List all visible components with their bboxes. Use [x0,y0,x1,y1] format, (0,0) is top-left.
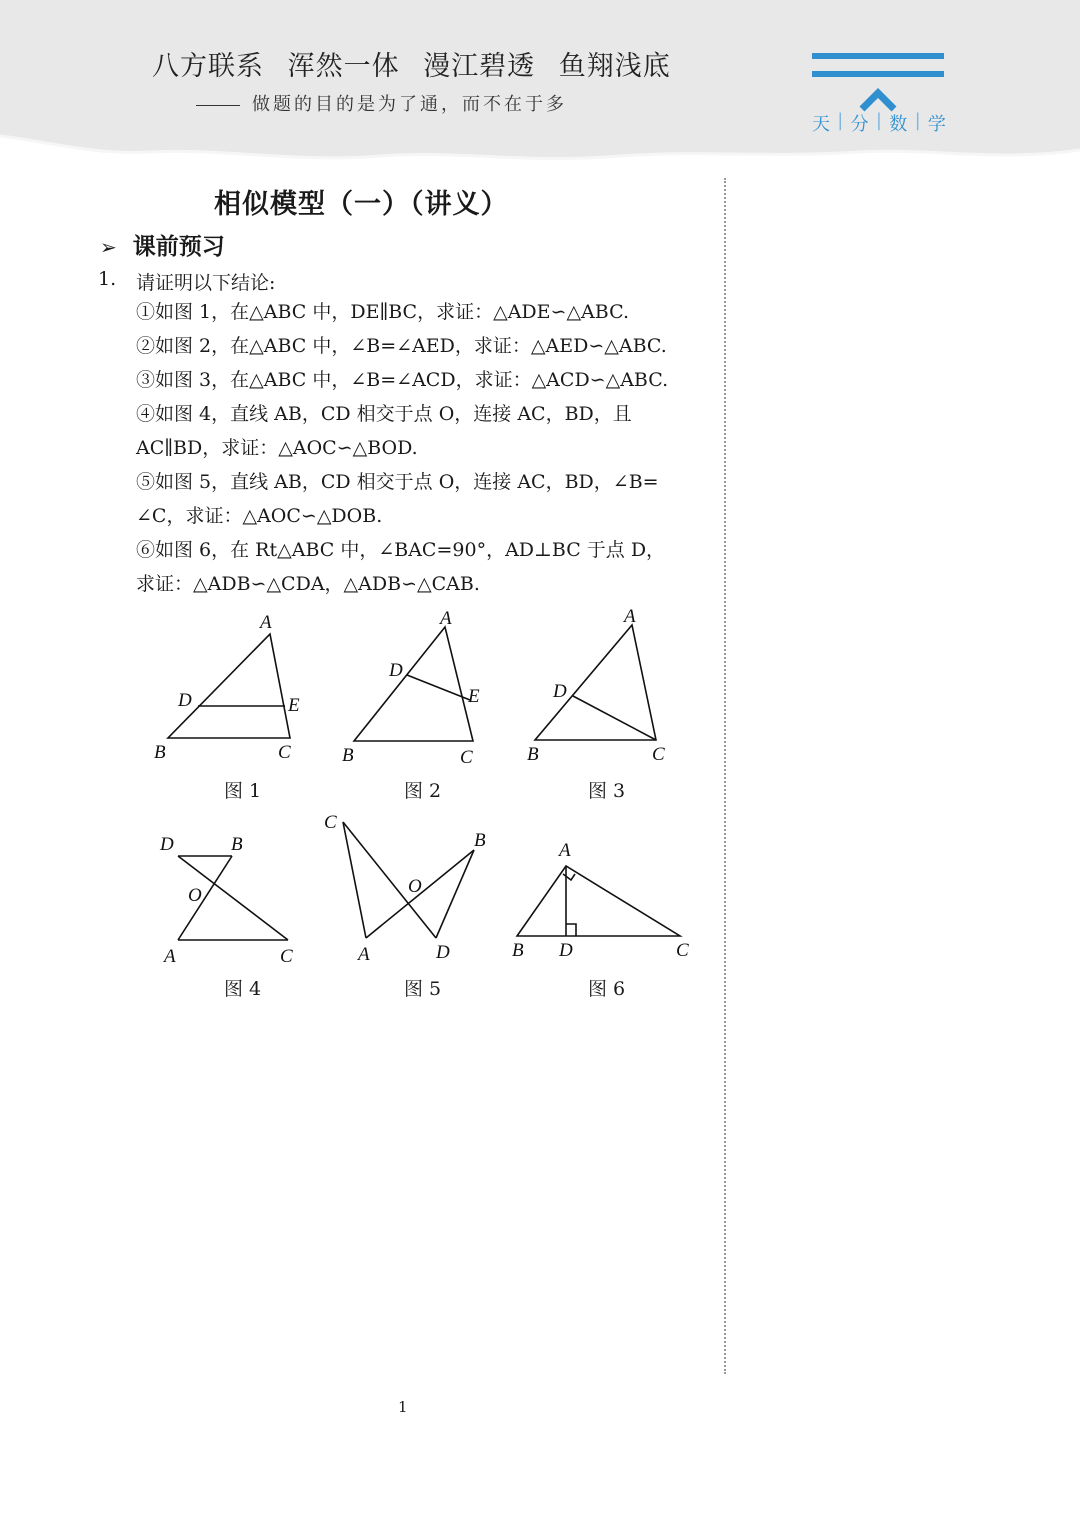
fig2-label-d: D [389,660,403,681]
fig6-label-a: A [559,840,571,861]
header-motto [152,44,685,83]
fig2-label-a: A [440,608,452,629]
fig5-label-o: O [408,876,422,897]
figure-caption: 图 2 [404,780,442,802]
figures-area [140,600,710,1000]
fig2-label-c: C [460,747,473,768]
fig6-label-c: C [676,940,689,961]
question-line: ③如图 3，在△ABC 中，∠B=∠ACD，求证：△ACD∽△ABC. [136,369,669,391]
figure-caption: 图 3 [588,780,626,802]
subline-dash [196,105,240,106]
brand-name [812,110,946,136]
figure-6-right-triangle [517,866,680,936]
figure-caption: 图 6 [588,978,626,1000]
page-number: 1 [398,1398,408,1416]
question-line: 求证：△ADB∽△CDA，△ADB∽△CAB. [136,573,480,595]
fig1-label-d: D [178,690,192,711]
motto-phrase: 八方联系 [152,51,264,82]
question-line: ⑥如图 6，在 Rt△ABC 中，∠BAC=90°，AD⊥BC 于点 D， [136,539,666,561]
fig3-label-b: B [527,744,539,765]
question-number: 1. [98,268,117,290]
brand-separator: | [914,110,921,131]
fig1-label-b: B [154,742,166,763]
fig3-label-c: C [652,744,665,765]
fig2-label-e: E [468,686,480,707]
fig6-label-d: D [559,940,573,961]
brand-char: 数 [889,114,908,135]
fig1-label-c: C [278,742,291,763]
figure-2-triangle [354,627,473,741]
page-title: 相似模型（一）（讲义） [214,189,509,220]
question-line: ④如图 4，直线 AB，CD 相交于点 O，连接 AC，BD，且 [136,403,632,425]
column-divider [724,178,726,1374]
section-heading [100,228,225,261]
fig5-label-d: D [436,942,450,963]
question-line: ∠C，求证：△AOC∽△DOB. [136,505,383,527]
question-intro: 请证明以下结论: [136,272,276,294]
figure-caption: 图 1 [224,780,262,802]
fig2-label-b: B [342,745,354,766]
fig1-label-a: A [260,612,272,633]
question-line: ②如图 2，在△ABC 中，∠B=∠AED，求证：△AED∽△ABC. [136,335,667,357]
figure-1-triangle [168,634,290,738]
motto-phrase: 浑然一体 [287,51,400,82]
question-line: ⑤如图 5，直线 AB，CD 相交于点 O，连接 AC，BD，∠B= [136,471,659,493]
fig5-label-a: A [358,944,370,965]
fig3-label-d: D [553,681,567,702]
brand-char: 学 [927,114,946,135]
question-line: ①如图 1，在△ABC 中，DE∥BC，求证：△ADE∽△ABC. [136,301,629,323]
subline-text: 做题的目的是为了通，而不在于多 [252,94,567,115]
brand-separator: | [837,110,844,131]
brand-separator: | [875,110,882,131]
section-marker-icon: ➢ [100,235,117,259]
question-line: AC∥BD，求证：△AOC∽△BOD. [136,437,418,459]
fig4-label-d: D [160,834,174,855]
fig6-label-b: B [512,940,524,961]
figure-caption: 图 4 [224,978,262,1000]
header-subline [196,90,567,116]
fig4-label-b: B [231,834,243,855]
motto-phrase: 鱼翔浅底 [558,51,671,82]
section-label: 课前预习 [132,234,225,260]
figure-caption: 图 5 [404,978,442,1000]
brand-char: 天 [812,114,830,135]
fig4-label-a: A [164,946,176,967]
fig3-label-a: A [624,606,636,627]
fig4-label-o: O [188,885,202,906]
fig1-label-e: E [288,695,300,716]
brand-char: 分 [850,114,869,135]
motto-phrase: 漫江碧透 [423,51,536,82]
fig4-label-c: C [280,946,293,967]
fig5-label-c: C [324,812,337,833]
fig5-label-b: B [474,830,486,851]
